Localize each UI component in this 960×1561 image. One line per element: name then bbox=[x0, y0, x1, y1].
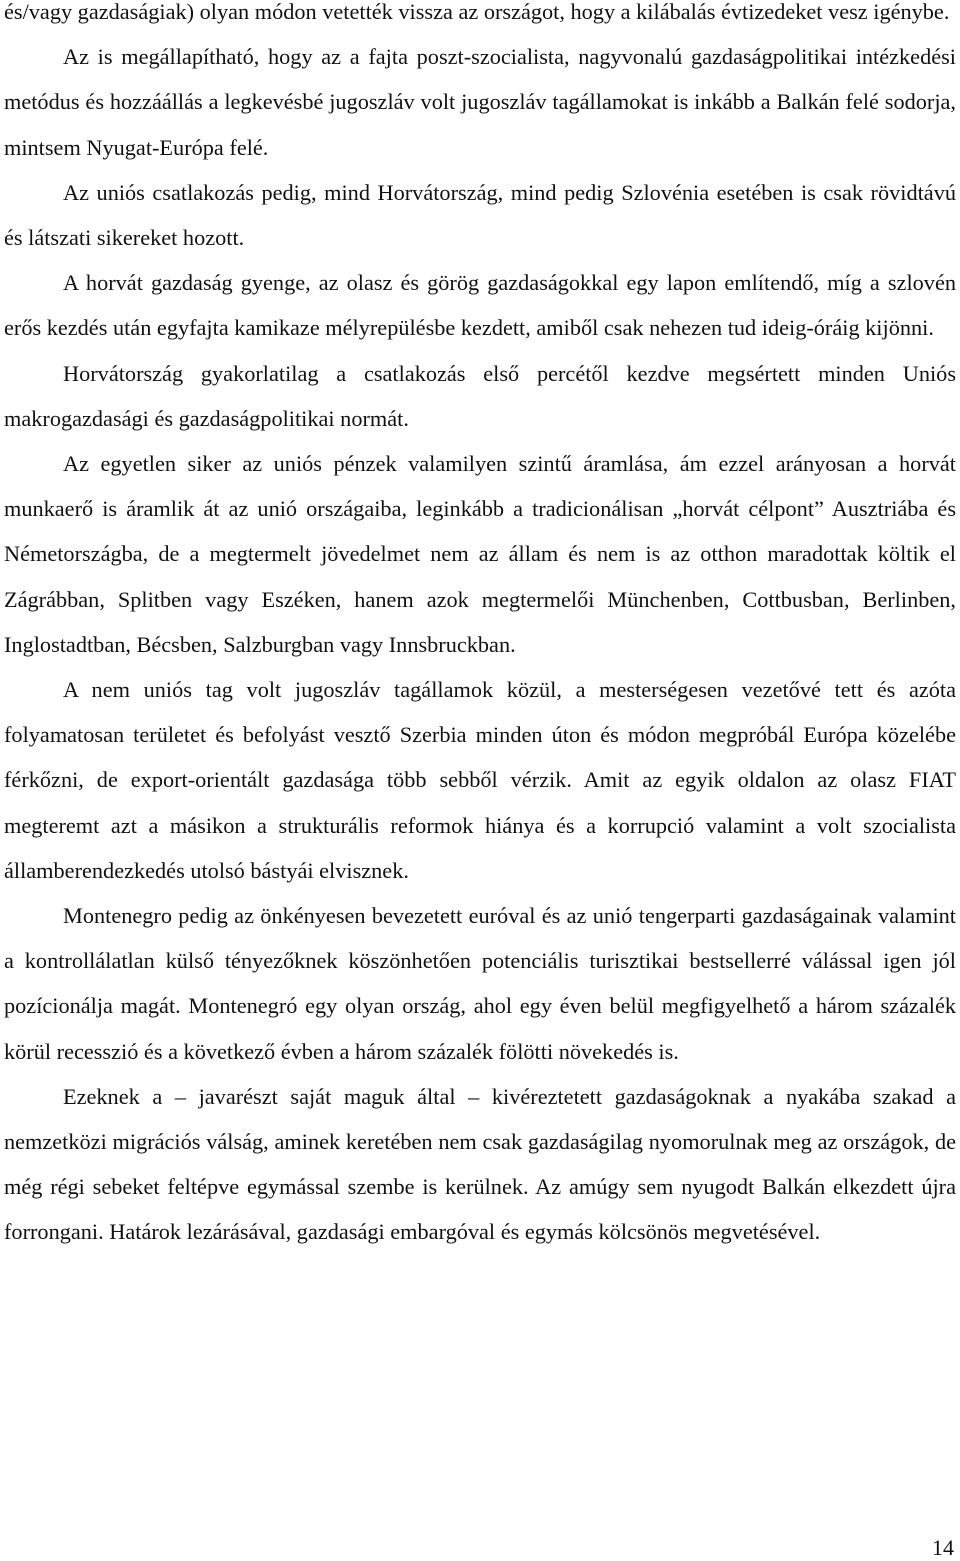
paragraph: Horvátország gyakorlatilag a csatlakozás első percétől kezdve megsértett minden Uniós makrogazdasági és gazdaságpolitikai normát. bbox=[4, 360, 956, 431]
paragraph: A nem uniós tag volt jugoszláv tagállamok közül, a mesterségesen vezetővé tett és azóta folyamatosan területet és befolyást vesztő Szerbia minden úton és módon megpróbál Európa közelébe férkőzni, de export-orientált gazdasága több sebből vérzik. Amit az egyik oldalon az olasz FIAT megteremt azt a másikon a strukturális reformok hiánya és a korrupció valamint a volt szocialista államberendezkedés utolsó bástyái elvisznek. bbox=[4, 677, 956, 883]
paragraph: Az egyetlen siker az uniós pénzek valamilyen szintű áramlása, ám ezzel arányosan a horvát munkaerő is áramlik át az unió országaiba, leginkább a tradicionálisan „horvát célpont” Ausztriába és Németországba, de a megtermelt jövedelmet nem az állam és nem is az otthon maradottak költik el Zágrábban, Splitben vagy Eszéken, hanem azok megtermelői Münchenben, Cottbusban, Berlinben, Inglostadtban, Bécsben, Salzburgban vagy Innsbruckban. bbox=[4, 451, 956, 657]
document-body bbox=[4, 0, 956, 1255]
paragraph: Az uniós csatlakozás pedig, mind Horvátország, mind pedig Szlovénia esetében is csak rövidtávú és látszati sikereket hozott. bbox=[4, 179, 956, 251]
paragraph: és/vagy gazdaságiak) olyan módon vetették vissza az országot, hogy a kilábalás évtizedeket vesz igénybe. bbox=[4, 0, 950, 24]
paragraph: Az is megállapítható, hogy az a fajta poszt-szocialista, nagyvonalú gazdaságpolitikai intézkedési metódus és hozzáállás a legkevésbé jugoszláv volt jugoszláv tagállamokat is inkább a Balkán felé sodorja, mintsem Nyugat-Európa felé. bbox=[4, 44, 956, 160]
paragraph: Ezeknek a – javarészt saját maguk által – kivéreztetett gazdaságoknak a nyakába szakad a nemzetközi migrációs válság, aminek keretében nem csak gazdaságilag nyomorulnak meg az országok, de még régi sebeket feltépve egymással szembe is kerülnek. Az amúgy sem nyugodt Balkán elkezdett újra forrongani. Határok lezárásával, gazdasági embargóval és egymás kölcsönös megvetésével. bbox=[4, 1083, 956, 1245]
paragraph: Montenegro pedig az önkényesen bevezetett euróval és az unió tengerparti gazdaságainak valamint a kontrollálatlan külső tényezőknek köszönhetően potenciális turisztikai bestsellerré válással igen jól pozícionálja magát. Montenegró egy olyan ország, ahol egy éven belül megfigyelhető a három százalék körül recesszió és a következő évben a három százalék fölötti növekedés is. bbox=[4, 903, 956, 1064]
page-number: 14 bbox=[932, 1535, 954, 1560]
paragraph: A horvát gazdaság gyenge, az olasz és görög gazdaságokkal egy lapon említendő, míg a szlovén erős kezdés után egyfajta kamikaze mélyrepülésbe kezdett, amiből csak nehezen tud ideig-óráig kijönni. bbox=[4, 270, 956, 341]
